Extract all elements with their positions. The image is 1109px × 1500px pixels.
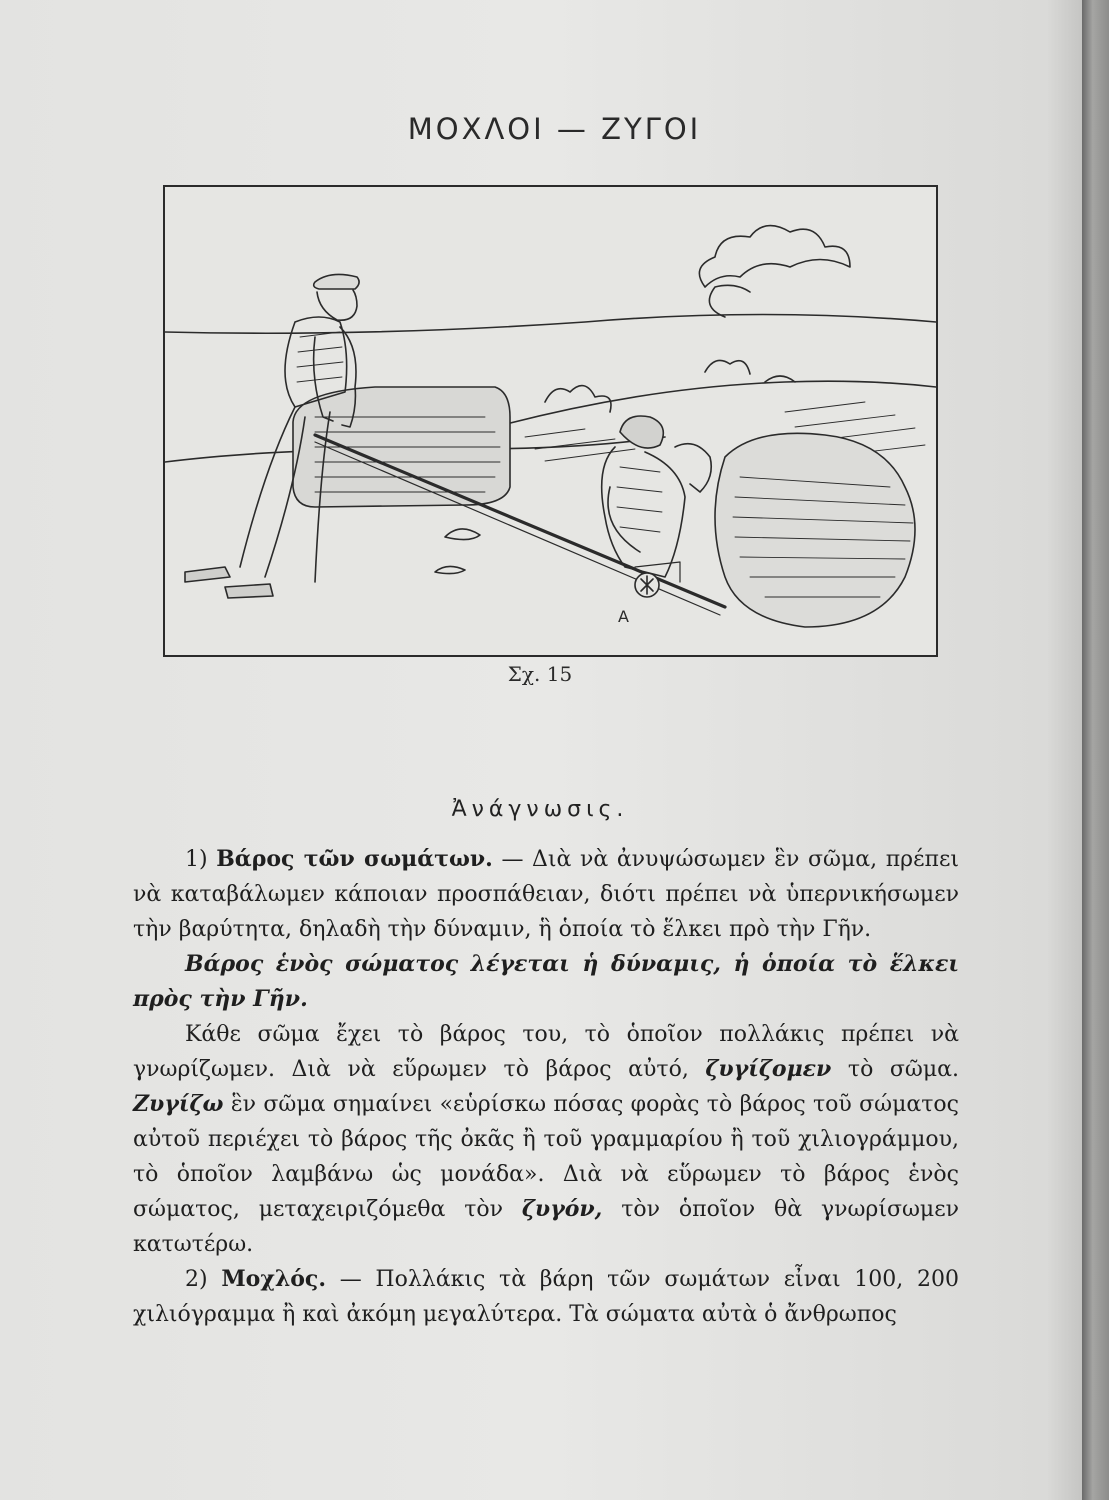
figure-lever-illustration xyxy=(163,185,938,657)
paragraph-text: ἓν σῶμα σημαίνει «εὑρίσκω πόσας φορὰς τὸ βάρος τοῦ σώματος αὐτοῦ περιέχει τὸ βάρος τῆς ὀκᾶς ἢ τοῦ γραμμαρίου ἢ τοῦ χιλιογράμμου, τὸ ὁποῖον λαμβάνω ὡς μονάδα». Διὰ νὰ εὕρωμεν τὸ βάρος ἑνὸς σώματος, μεταχειριζόμεθα τὸν xyxy=(133,1092,959,1222)
figure-label: Α xyxy=(618,607,629,626)
hill xyxy=(165,315,936,334)
cloud xyxy=(709,285,750,317)
paragraph-weighing xyxy=(133,1017,959,1262)
paragraph-text: τὸν ὁποῖον θὰ γνωρίσωμεν κατωτέρω. xyxy=(133,1197,960,1257)
section-number: 1) xyxy=(185,847,208,872)
paragraph-text: Κάθε σῶμα ἔχει τὸ βάρος του, τὸ ὁποῖον πολλάκις πρέπει νὰ γνωρίζωμεν. Διὰ νὰ εὕρωμεν τὸ βάρος αὐτό, xyxy=(133,1022,959,1082)
body xyxy=(602,447,685,577)
lever-illustration xyxy=(165,187,936,655)
torso xyxy=(285,317,347,407)
section-title: Βάρος τῶν σωμάτων. xyxy=(216,846,493,872)
trees xyxy=(545,360,795,412)
running-title: ΜΟΧΛΟΙ — ΖΥΓΟΙ xyxy=(407,112,702,146)
term-scale: ζυγόν, xyxy=(521,1196,603,1222)
lever-bar xyxy=(315,435,725,607)
boot xyxy=(225,584,273,598)
section-title: Μοχλός. xyxy=(221,1266,326,1292)
cap xyxy=(314,274,359,289)
body-text xyxy=(133,842,959,1332)
stone xyxy=(445,529,480,540)
stone xyxy=(435,566,465,573)
paragraph-weight-of-bodies xyxy=(133,842,959,947)
figure-caption: Σχ. 15 xyxy=(507,662,573,686)
definition-paragraph: Βάρος ἑνὸς σώματος λέγεται ἡ δύναμις, ἡ ὁποία τὸ ἕλκει πρὸς τὴν Γῆν. xyxy=(133,951,959,1012)
book-spine xyxy=(1082,0,1109,1500)
head xyxy=(620,416,663,448)
arm xyxy=(608,487,640,552)
lever-bar-edge xyxy=(315,442,720,615)
term-weigh-capital: Ζυγίζω xyxy=(133,1091,224,1117)
cloud xyxy=(699,226,850,287)
term-weigh: ζυγίζομεν xyxy=(705,1056,832,1082)
arm xyxy=(675,444,711,492)
section-number: 2) xyxy=(185,1267,208,1292)
section-heading: Ἀνάγνωσις. xyxy=(451,797,629,822)
man-right xyxy=(602,416,712,577)
boulder-foreground xyxy=(715,433,915,627)
paragraph-text: τὸ σῶμα. xyxy=(831,1057,959,1082)
boot xyxy=(185,567,230,582)
paragraph-lever xyxy=(133,1262,959,1332)
paragraph-text: — Διὰ νὰ ἀνυψώσωμεν ἓν σῶμα, πρέπει νὰ καταβάλωμεν κάποιαν προσπάθειαν, διότι πρέπει νὰ ὑπερνικήσωμεν τὴν βαρύτητα, δηλαδὴ τὴν δύναμιν, ἣ ὁποία τὸ ἕλκει πρὸ τὴν Γῆν. xyxy=(133,847,959,942)
paragraph-text: — Πολλάκις τὰ βάρη τῶν σωμάτων εἶναι 100, 200 χιλιόγραμμα ἢ καὶ ἀκόμη μεγαλύτερα. Τὰ σώματα αὐτὰ ὁ ἄνθρωπος xyxy=(133,1267,959,1327)
